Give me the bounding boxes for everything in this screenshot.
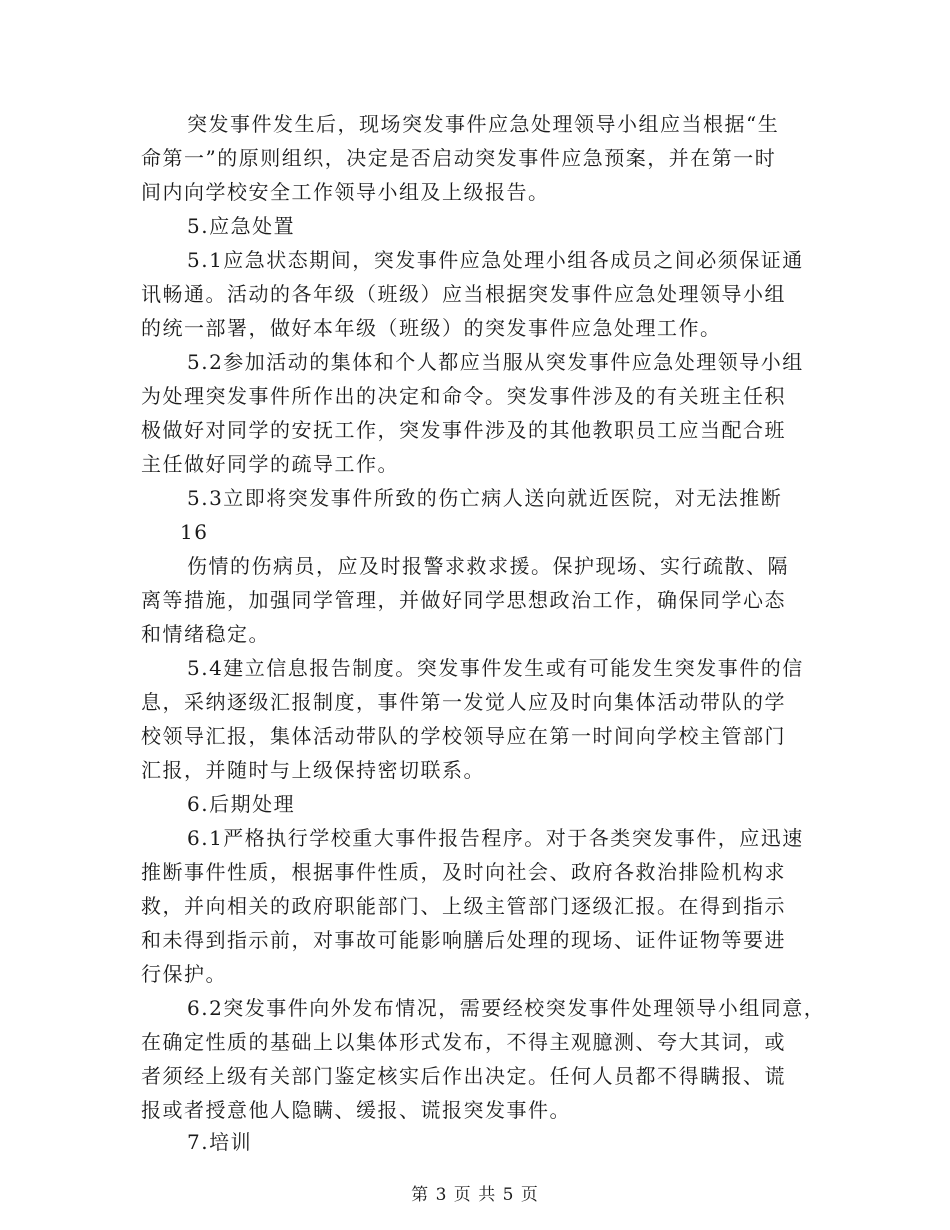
text-line: 救，并向相关的政府职能部门、上级主管部门逐级汇报。在得到指示 (141, 894, 786, 918)
text-line: 者须经上级有关部门鉴定核实后作出决定。任何人员都不得瞒报、谎 (141, 1064, 786, 1088)
text-line: 的统一部署，做好本年级（班级）的突发事件应急处理工作。 (141, 316, 722, 340)
text-line: 命第一”的原则组织，决定是否启动突发事件应急预案，并在第一时 (141, 146, 777, 170)
text-line: 突发事件发生后，现场突发事件应急处理领导小组应当根据“生 (187, 112, 780, 136)
text-line: 行保护。 (141, 962, 227, 986)
text-line: 校领导汇报，集体活动带队的学校领导应在第一时间向学校主管部门 (141, 724, 786, 748)
text-line: 和未得到指示前，对事故可能影响膳后处理的现场、证件证物等要进 (141, 928, 786, 952)
text-line: 主任做好同学的疏导工作。 (141, 452, 399, 476)
section-heading: 6.后期处理 (187, 792, 296, 816)
text-line: 5.3立即将突发事件所致的伤亡病人送向就近医院，对无法推断 (187, 486, 783, 510)
text-line: 5.2参加活动的集体和个人都应当服从突发事件应急处理领导小组 (187, 350, 804, 374)
text-line: 报或者授意他人隐瞒、缓报、谎报突发事件。 (141, 1098, 571, 1122)
text-line: 极做好对同学的安抚工作，突发事件涉及的其他教职员工应当配合班 (141, 418, 786, 442)
text-line: 在确定性质的基础上以集体形式发布，不得主观臆测、夸大其词，或 (141, 1030, 786, 1054)
text-line: 推断事件性质，根据事件性质，及时向社会、政府各救治排险机构求 (141, 860, 786, 884)
section-heading: 5.应急处置 (187, 214, 296, 238)
text-line: 6.2突发事件向外发布情况，需要经校突发事件处理领导小组同意， (187, 996, 826, 1020)
section-heading: 7.培训 (187, 1130, 253, 1154)
text-line: 5.1应急状态期间，突发事件应急处理小组各成员之间必须保证通 (187, 248, 804, 272)
text-line: 6.1严格执行学校重大事件报告程序。对于各类突发事件，应迅速 (187, 826, 804, 850)
text-line: 间内向学校安全工作领导小组及上级报告。 (141, 180, 550, 204)
page-footer: 第 3 页 共 5 页 (411, 1185, 539, 1205)
text-line: 息，采纳逐级汇报制度，事件第一发觉人应及时向集体活动带队的学 (141, 690, 786, 714)
text-line: 离等措施，加强同学管理，并做好同学思想政治工作，确保同学心态 (141, 588, 786, 612)
inline-page-number: 16 (180, 520, 209, 544)
text-line: 5.4建立信息报告制度。突发事件发生或有可能发生突发事件的信 (187, 656, 804, 680)
text-line: 和情绪稳定。 (141, 622, 270, 646)
text-line: 伤情的伤病员，应及时报警求救求援。保护现场、实行疏散、隔 (187, 554, 789, 578)
text-line: 讯畅通。活动的各年级（班级）应当根据突发事件应急处理领导小组 (141, 282, 786, 306)
text-line: 汇报，并随时与上级保持密切联系。 (141, 758, 485, 782)
text-line: 为处理突发事件所作出的决定和命令。突发事件涉及的有关班主任积 (141, 384, 786, 408)
